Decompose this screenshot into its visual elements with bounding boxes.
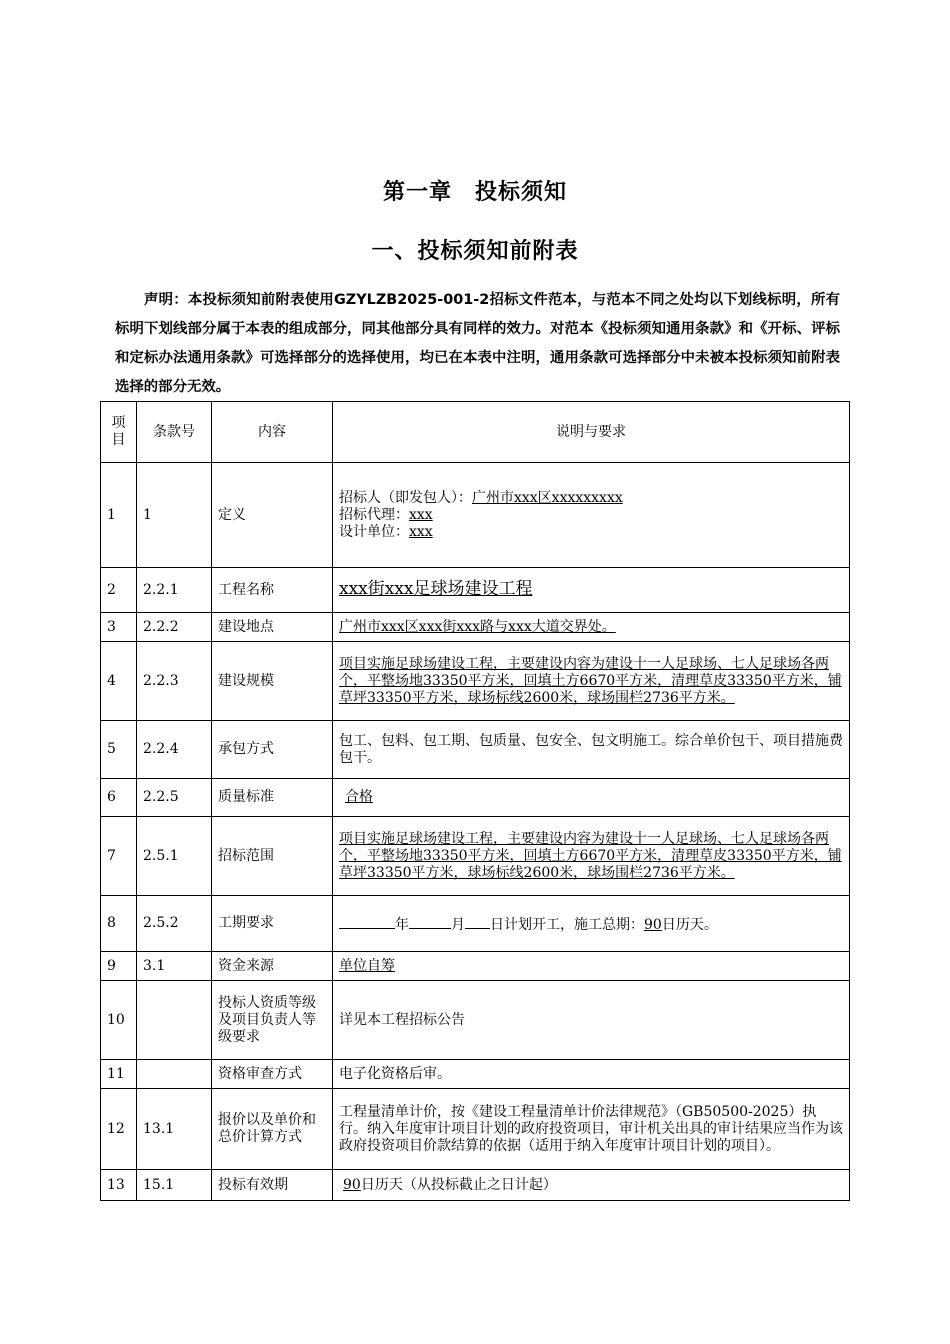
row-desc [333,896,850,952]
table-row [101,463,850,568]
table-row [101,817,850,896]
row-desc [333,1170,850,1201]
row-desc [333,642,850,721]
row-no: 3 [101,613,137,642]
row-no: 2 [101,568,137,613]
site-location: 广州市xxx区xxx街xxx路与xxx大道交界处。 [339,618,616,635]
project-name: xxx街xxx足球场建设工程 [339,579,533,599]
start-label: 日计划开工，施工总期： [490,916,644,933]
day-blank [465,914,490,929]
designer-label: 设计单位： [339,523,409,540]
year-blank [339,914,395,929]
row-desc: 工程量清单计价，按《建设工程量清单计价法律规范》（GB50500-2025）执行。纳入年度审计项目计划的政府投资项目，审计机关出具的审计结果应当作为该政府投资项目价款结算的依据（适用于纳入年度审计项目计划的项目）。 [333,1089,850,1170]
year-label: 年 [395,916,409,933]
row-content: 质量标准 [212,779,333,817]
row-content: 工程名称 [212,568,333,613]
row-clause: 2.5.2 [137,896,212,952]
row-content: 资格审查方式 [212,1060,333,1089]
tenderer-value: 广州市xxx区xxxxxxxxx [472,489,623,506]
pre-table [100,401,850,1201]
fund-source: 单位自筹 [339,957,395,974]
header-content: 内容 [212,402,333,463]
row-clause: 2.2.5 [137,779,212,817]
row-clause: 2.5.1 [137,817,212,896]
tenderer-line [339,490,843,507]
month-blank [409,914,451,929]
table-row [101,642,850,721]
row-content: 定义 [212,463,333,568]
row-content: 工期要求 [212,896,333,952]
designer-value: xxx [409,523,433,540]
row-desc: 包工、包料、包工期、包质量、包安全、包文明施工。综合单价包干、项目措施费包干。 [333,721,850,779]
table-row [101,1089,850,1170]
row-content: 承包方式 [212,721,333,779]
row-no: 13 [101,1170,137,1201]
validity-days: 90 [343,1176,361,1193]
row-content: 建设规模 [212,642,333,721]
row-desc [333,952,850,981]
designer-line [339,524,843,541]
row-desc [333,463,850,568]
header-desc: 说明与要求 [333,402,850,463]
row-clause: 2.2.3 [137,642,212,721]
quality-standard: 合格 [345,789,373,805]
construction-scale: 项目实施足球场建设工程，主要建设内容为建设十一人足球场、七人足球场各两个，平整场地33350平方米，回填土方6670平方米，清理草皮33350平方米，铺草坪33350平方米，球场标线2600米，球场围栏2736平方米。 [339,655,842,706]
agent-line [339,507,843,524]
row-desc [333,779,850,817]
table-row [101,1060,850,1089]
intro-statement: 声明：本投标须知前附表使用GZYLZB2025-001-2招标文件范本，与范本不同之处均以下划线标明，所有标明下划线部分属于本表的组成部分，同其他部分具有同样的效力。对范本《投标须知通用条款》和《开标、评标和定标办法通用条款》可选择部分的选择使用，均已在本表中注明，通用条款可选择部分中未被本投标须知前附表选择的部分无效。 [115,292,840,395]
table-row [101,721,850,779]
row-content: 资金来源 [212,952,333,981]
row-no: 11 [101,1060,137,1089]
row-desc: 详见本工程招标公告 [333,981,850,1060]
duration-days: 90 [644,916,662,933]
row-no: 6 [101,779,137,817]
table-row [101,613,850,642]
tender-scope: 项目实施足球场建设工程，主要建设内容为建设十一人足球场、七人足球场各两个，平整场地33350平方米，回填土方6670平方米，清理草皮33350平方米，铺草坪33350平方米，球场标线2600米，球场围栏2736平方米。 [339,830,842,881]
tenderer-label: 招标人（即发包人）： [339,489,472,506]
row-clause [137,981,212,1060]
row-no: 9 [101,952,137,981]
row-no: 4 [101,642,137,721]
row-desc: 电子化资格后审。 [333,1060,850,1089]
row-content: 投标人资质等级及项目负责人等级要求 [212,981,333,1060]
row-clause [137,1060,212,1089]
row-clause: 15.1 [137,1170,212,1201]
chapter-title: 第一章 投标须知 [382,180,567,205]
row-clause: 2.2.4 [137,721,212,779]
row-clause: 13.1 [137,1089,212,1170]
table-row [101,568,850,613]
agent-label: 招标代理： [339,506,409,523]
row-clause: 2.2.1 [137,568,212,613]
header-item: 项目 [101,402,137,463]
table-row [101,1170,850,1201]
row-no: 5 [101,721,137,779]
agent-value: xxx [409,506,433,523]
row-clause: 2.2.2 [137,613,212,642]
row-clause: 3.1 [137,952,212,981]
header-clause: 条款号 [137,402,212,463]
row-no: 1 [101,463,137,568]
validity-rest: 日历天（从投标截止之日计起） [360,1176,557,1193]
row-content: 建设地点 [212,613,333,642]
row-clause: 1 [137,463,212,568]
row-desc [333,613,850,642]
table-header-row [101,402,850,463]
table-row [101,952,850,981]
row-content: 投标有效期 [212,1170,333,1201]
table-row [101,896,850,952]
section-title: 一、投标须知前附表 [371,239,579,264]
row-no: 12 [101,1089,137,1170]
table-row [101,779,850,817]
duration-unit: 日历天。 [661,916,718,933]
row-no: 7 [101,817,137,896]
row-no: 8 [101,896,137,952]
row-desc [333,568,850,613]
row-no: 10 [101,981,137,1060]
month-label: 月 [451,916,465,933]
row-content: 报价以及单价和总价计算方式 [212,1089,333,1170]
table-row [101,981,850,1060]
row-content: 招标范围 [212,817,333,896]
row-desc [333,817,850,896]
